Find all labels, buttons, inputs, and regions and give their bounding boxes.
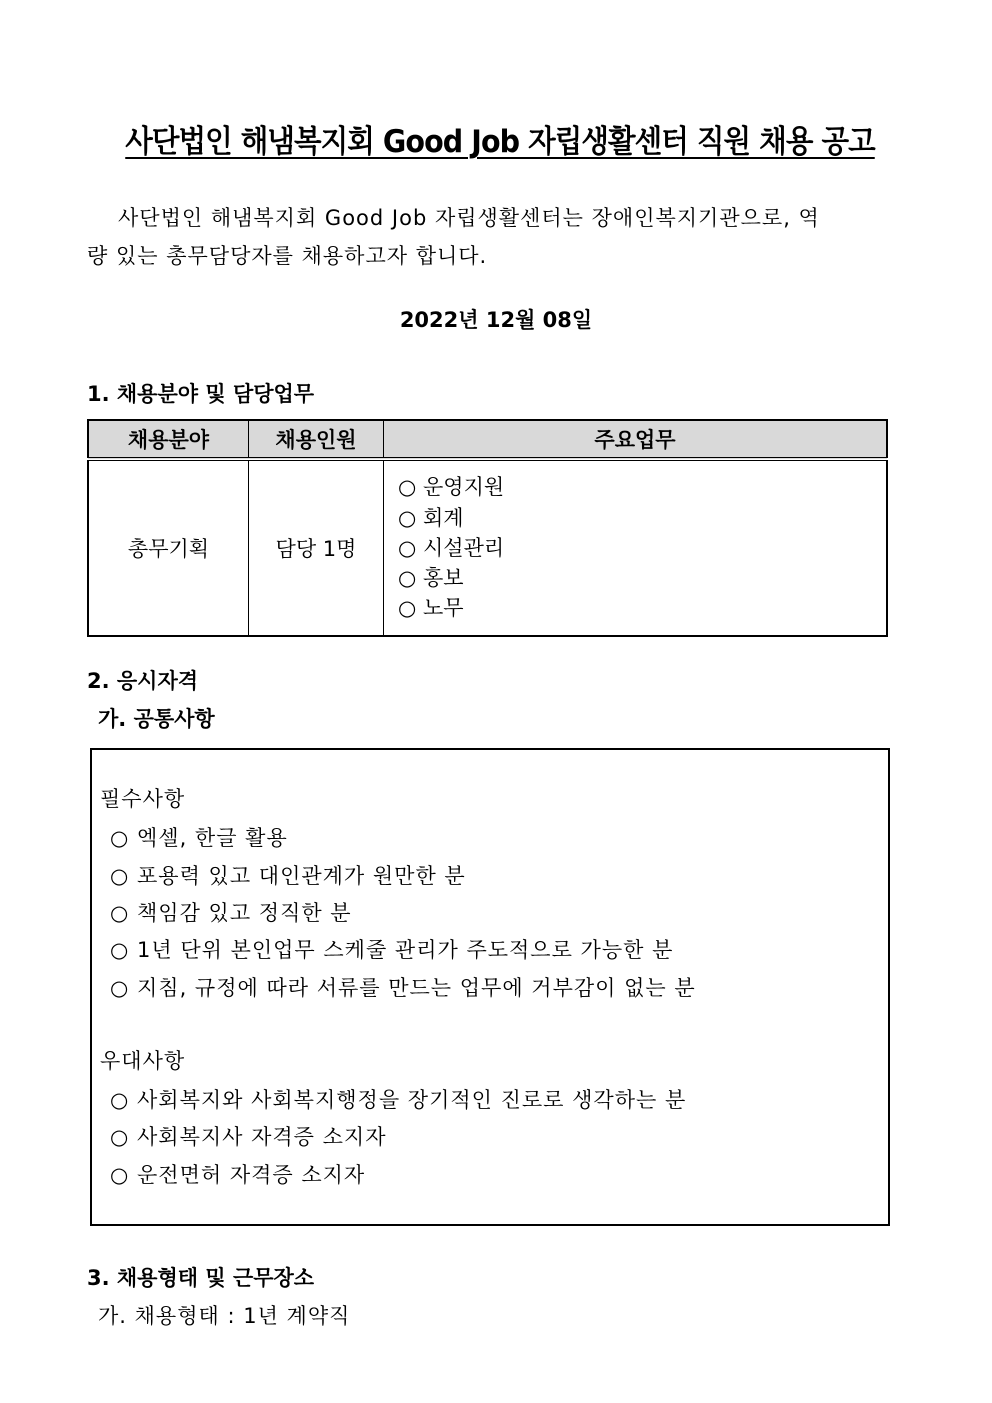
duty-item: ○ 운영지원 bbox=[398, 475, 505, 500]
cell-field: 총무기획 bbox=[88, 459, 249, 636]
required-item: ○ 엑셀, 한글 활용 bbox=[110, 826, 288, 850]
required-item: ○ 1년 단위 본인업무 스케줄 관리가 주도적으로 가능한 분 bbox=[110, 938, 674, 962]
header-count: 채용인원 bbox=[249, 420, 384, 459]
recruitment-table bbox=[87, 419, 888, 637]
section2-heading: 2. 응시자격 bbox=[87, 669, 199, 693]
preferred-label: 우대사항 bbox=[100, 1049, 186, 1073]
duty-item: ○ 시설관리 bbox=[398, 535, 505, 560]
duty-item: ○ 회계 bbox=[398, 505, 464, 530]
preferred-item: ○ 사회복지사 자격증 소지자 bbox=[110, 1125, 387, 1149]
intro-line-2: 량 있는 총무담당자를 채용하고자 합니다. bbox=[87, 244, 488, 268]
duty-item: ○ 노무 bbox=[398, 596, 464, 621]
required-item: ○ 책임감 있고 정직한 분 bbox=[110, 901, 352, 925]
intro-line-1: 사단법인 해냄복지회 Good Job 자립생활센터는 장애인복지기관으로, 역 bbox=[118, 206, 820, 230]
section3-heading: 3. 채용형태 및 근무장소 bbox=[87, 1266, 315, 1290]
cell-count: 담당 1명 bbox=[249, 459, 384, 636]
cell-duties bbox=[384, 459, 888, 636]
header-duties: 주요업무 bbox=[384, 420, 888, 459]
preferred-item: ○ 사회복지와 사회복지행정을 장기적인 진로로 생각하는 분 bbox=[110, 1088, 687, 1112]
required-item: ○ 지침, 규정에 따라 서류를 만드는 업무에 거부감이 없는 분 bbox=[110, 976, 696, 1000]
section1-heading: 1. 채용분야 및 담당업무 bbox=[87, 382, 315, 406]
header-field: 채용분야 bbox=[88, 420, 249, 459]
section2-sub: 가. 공통사항 bbox=[98, 707, 215, 731]
section3-sub: 가. 채용형태 : 1년 계약직 bbox=[98, 1304, 351, 1328]
preferred-item: ○ 운전면허 자격증 소지자 bbox=[110, 1163, 366, 1187]
page-title: 사단법인 해냄복지회 Good Job 자립생활센터 직원 채용 공고 bbox=[125, 124, 875, 160]
table-row bbox=[88, 459, 887, 636]
required-label: 필수사항 bbox=[100, 787, 186, 811]
required-item: ○ 포용력 있고 대인관계가 원만한 분 bbox=[110, 864, 466, 888]
duty-item: ○ 홍보 bbox=[398, 566, 464, 591]
notice-date: 2022년 12월 08일 bbox=[399, 308, 593, 332]
